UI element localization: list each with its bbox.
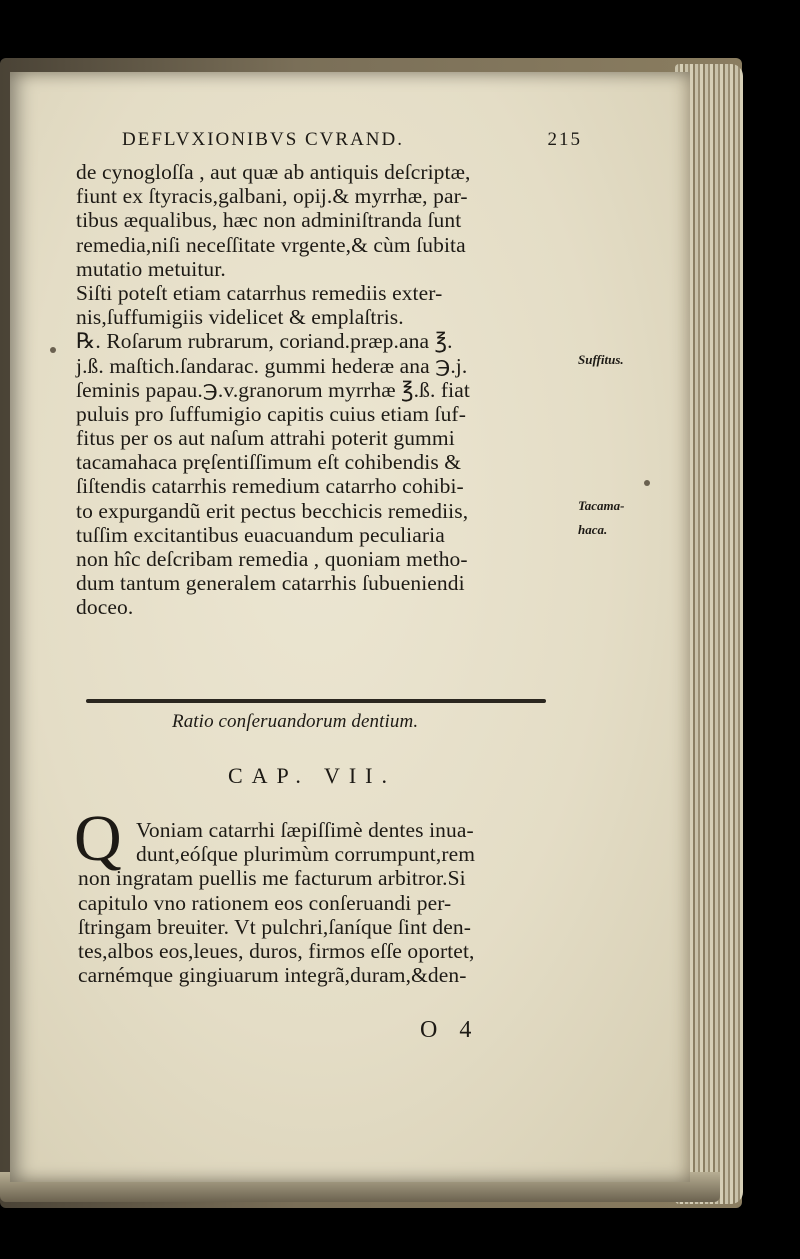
section-subtitle: Ratio conſeruandorum dentium. [172, 711, 419, 732]
text-line: mutatio metuitur. [76, 256, 226, 281]
margin-note-tacama: Tacama- [578, 498, 625, 513]
margin-note-suffitus: Suffitus. [578, 352, 624, 367]
chapter-heading: CAP. VII. [228, 763, 397, 788]
text-line: carnémque gingiuarum integrã,duram,&den- [78, 963, 467, 988]
body-text-part1 [76, 160, 636, 620]
margin-note-haca: haca. [578, 522, 608, 537]
text-line: puluis pro ſuffumigio capitis cuius etiam ſuf- [76, 401, 466, 426]
text-line: nis,ſuffumigiis videlicet & emplaſtris. [76, 305, 404, 330]
text-line: to expurgandũ erit pectus becchicis remediis, [76, 498, 469, 523]
text-line: Siſti poteſt etiam catarrhus remediis exter- [76, 280, 443, 305]
text-line: ℞. Roſarum rubrarum, coriand.præp.ana ℥. [76, 329, 453, 354]
text-line: fiunt ex ſtyracis,galbani, opij.& myrrhæ, par- [76, 184, 468, 209]
running-header [122, 128, 582, 154]
running-title: DEFLVXIONIBVS CVRAND. [122, 129, 404, 150]
text-line: tibus æqualibus, hæc non adminiſtranda ſunt [76, 208, 462, 233]
text-line: non ingratam puellis me facturum arbitror.Si [78, 866, 466, 891]
text-line: dum tantum generalem catarrhis ſubueniendi [76, 571, 465, 596]
text-line: remedia,niſi neceſſitate vrgente,& cùm ſubita [76, 232, 466, 257]
text-line: ſeminis papau.℈.v.granorum myrrhæ ℥.ß. fiat [76, 377, 470, 402]
text-line: dunt,eóſque plurimùm corrumpunt,rem [136, 842, 476, 867]
text-line: j.ß. maſtich.ſandarac. gummi hederæ ana ℈.j. [76, 353, 468, 378]
text-line: tuſſim excitantibus euacuandum peculiaria [76, 522, 445, 547]
text-line: non hîc deſcribam remedia , quoniam metho- [76, 547, 468, 571]
text-line: ſiſtendis catarrhis remedium catarrho cohibi- [76, 474, 464, 499]
text-line: ſtringam breuiter. Vt pulchri,ſaníque ſint den- [78, 914, 472, 939]
text-line: tacamahaca pręſentiſſimum eſt cohibendis & [76, 450, 462, 475]
signature-mark: O 4 [420, 1017, 480, 1043]
section-rule [86, 699, 546, 703]
body-text-part2 [78, 818, 638, 987]
text-line: doceo. [76, 595, 134, 620]
text-line: tes,albos eos,leues, duros, firmos eſſe oportet, [78, 938, 475, 963]
page-spot [50, 347, 56, 353]
text-line: fitus per os aut naſum attrahi poterit gummi [76, 426, 455, 451]
text-line: Voniam catarrhi ſæpiſſimè dentes inua- [136, 818, 474, 842]
page-spot [644, 480, 650, 486]
text-line: capitulo vno rationem eos conſeruandi per- [78, 890, 452, 915]
text-line: de cynogloſſa , aut quæ ab antiquis deſcriptæ, [76, 160, 471, 184]
drop-cap: Q [74, 802, 122, 875]
page-number: 215 [547, 129, 582, 150]
